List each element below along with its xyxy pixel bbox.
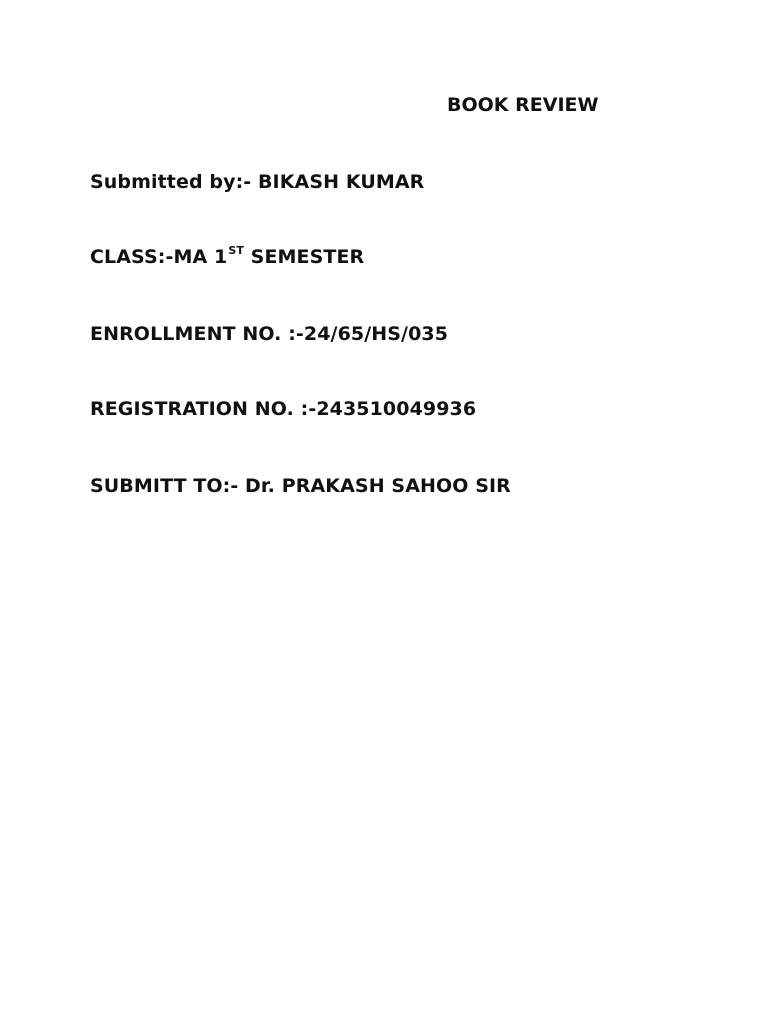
enrollment-line: ENROLLMENT NO. :-24/65/HS/035 [90,323,449,345]
document-title: BOOK REVIEW [447,94,599,116]
class-line [90,245,364,272]
registration-line: REGISTRATION NO. :-243510049936 [90,398,477,420]
submitted-by-line: Submitted by:- BIKASH KUMAR [90,171,425,193]
submitted-to-line: SUBMITT TO:- Dr. PRAKASH SAHOO SIR [90,475,511,497]
class-superscript: ST [228,244,244,257]
class-suffix: SEMESTER [243,246,365,268]
class-prefix: CLASS:-MA 1 [90,246,228,268]
